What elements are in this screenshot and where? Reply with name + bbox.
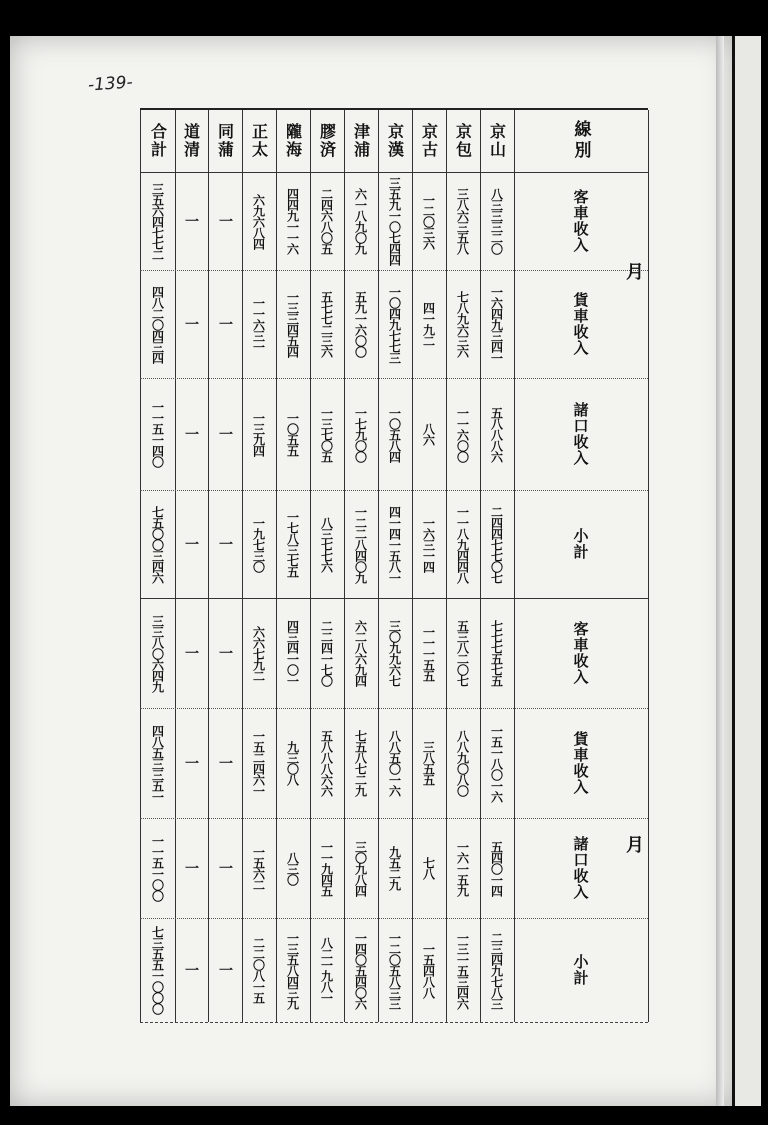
- line-name: 同蒲: [215, 123, 235, 159]
- row-divider: [140, 270, 648, 272]
- row-divider: [140, 378, 648, 380]
- row-divider: [140, 172, 648, 173]
- table-cell: 一四〇五四〇六: [353, 931, 368, 1009]
- table-cell: 一〇五五: [285, 412, 300, 456]
- table-cell: 八八五〇一六: [387, 730, 402, 796]
- table-cell: 三五六四七七二: [150, 182, 165, 260]
- line-name: 津浦: [351, 123, 371, 159]
- table-cell: 七八: [421, 857, 436, 879]
- table-cell: 一三一五三四六: [455, 931, 470, 1009]
- line-column: [208, 110, 243, 1022]
- table-cell: 一二〇五八三三: [387, 931, 402, 1009]
- table-cell: 一: [217, 214, 233, 228]
- page-number: -139-: [87, 72, 134, 96]
- line-column: [310, 110, 345, 1022]
- table-cell: 八二一九八一: [319, 937, 334, 1003]
- table-cell: 八三三三二〇: [489, 188, 504, 254]
- table-cell: 一五一八〇一六: [489, 724, 504, 802]
- row-divider: [140, 708, 648, 710]
- table-cell: 九五二九: [387, 846, 402, 890]
- table-cell: 一: [217, 861, 233, 875]
- table-cell: 一一五一〇〇: [150, 835, 165, 901]
- table-cell: 一: [217, 756, 233, 770]
- line-name: 京山: [487, 123, 507, 159]
- table-cell: 七五八七二九: [353, 730, 368, 796]
- column-header-1-2: 貨車收入: [571, 292, 590, 356]
- table-cell: 七三五五一〇〇〇: [150, 926, 165, 1014]
- table-cell: 四三四一〇一: [285, 620, 300, 686]
- line-header-label: 線別: [570, 120, 591, 162]
- table-cell: 三〇九九六七: [387, 620, 402, 686]
- table-cell: 五四〇一四: [489, 840, 504, 896]
- table-cell: 二四四七七〇七: [489, 505, 504, 583]
- column-header-1-1: 客車收入: [571, 189, 590, 253]
- table-cell: 一三九四: [251, 412, 266, 456]
- table-cell: 五七七二三六: [319, 291, 334, 357]
- table-cell: 一二二八四〇九: [353, 505, 368, 583]
- table-cell: 一七八三七五: [285, 511, 300, 577]
- table-cell: 一九七三〇: [251, 516, 266, 572]
- table-cell: 一: [183, 537, 199, 551]
- table-cell: 一二〇三六: [421, 193, 436, 249]
- table-cell: 一: [183, 646, 199, 660]
- table-cell: 一五二四六一: [251, 730, 266, 796]
- table-cell: 一: [183, 317, 199, 331]
- table-cell: 三八六三五八: [455, 188, 470, 254]
- book-spine: [716, 36, 724, 1106]
- table-cell: 九三〇八: [285, 741, 300, 785]
- row-divider: [140, 818, 648, 820]
- table-cell: 一一六三一: [251, 296, 266, 352]
- line-column: [174, 110, 209, 1022]
- table-cell: 三五九一〇七四四: [387, 177, 402, 265]
- table-cell: 六六七九二: [251, 625, 266, 681]
- table-cell: 一: [183, 861, 199, 875]
- table-cell: 一: [183, 214, 199, 228]
- table-cell: 一七九〇〇: [353, 406, 368, 462]
- table-cell: 四一九二: [421, 302, 436, 346]
- header-column: [514, 110, 649, 1022]
- table-cell: 四四九一一六: [285, 188, 300, 254]
- line-name: 道清: [181, 123, 201, 159]
- line-column: [480, 110, 515, 1022]
- table-cell: 一〇五八四: [387, 406, 402, 462]
- table-cell: 一〇四九七七三: [387, 285, 402, 363]
- line-column: [140, 110, 176, 1022]
- table-cell: 一: [217, 963, 233, 977]
- table-cell: 五九一六〇〇: [353, 291, 368, 357]
- table-cell: 七七七五七五: [489, 620, 504, 686]
- line-column: [446, 110, 481, 1022]
- table-cell: 一: [183, 427, 199, 441]
- table-cell: 三三八〇六四九: [150, 614, 165, 692]
- table-cell: 一一五一四〇: [150, 401, 165, 467]
- column-header-2-1: 客車收入: [571, 621, 590, 685]
- table-cell: 一: [183, 963, 199, 977]
- revenue-table: [140, 108, 648, 1023]
- line-column: [242, 110, 277, 1022]
- page-edge: [732, 36, 761, 1106]
- row-divider: [140, 490, 648, 492]
- column-header-1-4: 小計: [571, 528, 590, 560]
- table-cell: 六九六八四: [251, 193, 266, 249]
- table-cell: 三〇九八四: [353, 840, 368, 896]
- line-column: [378, 110, 413, 1022]
- column-header-2-2: 貨車收入: [571, 731, 590, 795]
- table-cell: 一五六二: [251, 846, 266, 890]
- table-cell: 八六: [421, 423, 436, 445]
- table-cell: 八八九〇八〇: [455, 730, 470, 796]
- line-name: 正太: [249, 123, 269, 159]
- row-divider: [140, 918, 648, 920]
- line-name: 京漢: [385, 123, 405, 159]
- table-cell: 一: [217, 537, 233, 551]
- table-cell: 一五四八八: [421, 942, 436, 998]
- table-cell: 五八八八六六: [319, 730, 334, 796]
- table-cell: 一三七〇五: [319, 406, 334, 462]
- table-cell: 四八二〇四三四: [150, 285, 165, 363]
- table-cell: 七八九六三六: [455, 291, 470, 357]
- table-cell: 一三五八四三九: [285, 931, 300, 1009]
- table-cell: 一: [217, 646, 233, 660]
- table-cell: 二二四一七〇: [319, 620, 334, 686]
- table-cell: 一: [217, 317, 233, 331]
- table-cell: 一一一五五: [421, 625, 436, 681]
- table-cell: 五八八八六: [489, 406, 504, 462]
- column-header-1-3: 諸口收入: [571, 402, 590, 466]
- table-cell: 三八五五: [421, 741, 436, 785]
- line-name: 合計: [148, 123, 168, 159]
- table-cell: 八三〇: [285, 851, 300, 885]
- month-label-first: 月: [623, 835, 644, 853]
- table-cell: 一一六〇〇: [455, 406, 470, 462]
- table-cell: 二二〇八一五: [251, 937, 266, 1003]
- table-cell: 六二八六九四: [353, 620, 368, 686]
- column-header-2-4: 小計: [571, 954, 590, 986]
- column-header-2-3: 諸口收入: [571, 836, 590, 900]
- table-cell: 一六四九三四一: [489, 285, 504, 363]
- line-name: 隴海: [283, 123, 303, 159]
- line-name: 京古: [419, 123, 439, 159]
- table-cell: 七五〇〇三四六: [150, 505, 165, 583]
- table-cell: 五三八二〇七: [455, 620, 470, 686]
- table-cell: 一: [183, 756, 199, 770]
- month-label-second: 月: [623, 262, 644, 280]
- table-cell: 八三七七六: [319, 516, 334, 572]
- line-column: [344, 110, 379, 1022]
- table-cell: 四八五三三五一: [150, 724, 165, 802]
- line-column: [276, 110, 311, 1022]
- table-cell: 二四六八〇五: [319, 188, 334, 254]
- line-name: 膠済: [317, 123, 337, 159]
- table-cell: 一六一五九: [455, 840, 470, 896]
- line-name: 京包: [453, 123, 473, 159]
- table-cell: 一一九四五: [319, 840, 334, 896]
- row-divider: [140, 598, 648, 599]
- line-column: [412, 110, 447, 1022]
- table-cell: 一: [217, 427, 233, 441]
- table-cell: 六一八九〇九: [353, 188, 368, 254]
- table-cell: 一三三四五四: [285, 291, 300, 357]
- table-cell: 四一四一五八一: [387, 505, 402, 583]
- table-cell: 一六三一四: [421, 516, 436, 572]
- table-cell: 二三四九七八三: [489, 931, 504, 1009]
- table-cell: 一一八九四四八: [455, 505, 470, 583]
